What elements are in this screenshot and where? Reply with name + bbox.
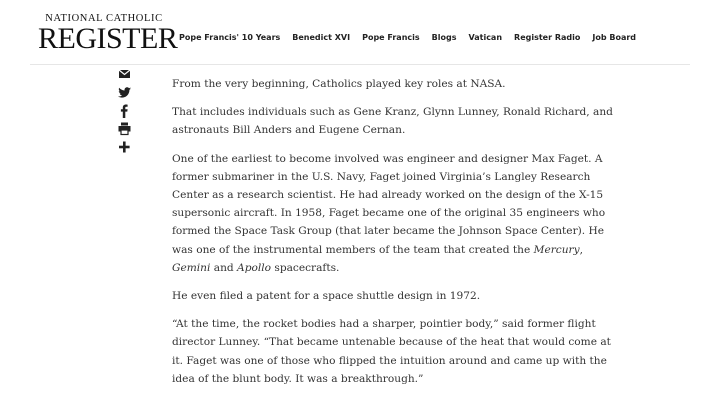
site-logo[interactable] [38, 13, 178, 55]
article-paragraph: He even filed a patent for a space shuttle design in 1972. [172, 290, 481, 303]
email-icon[interactable] [113, 66, 135, 84]
article-body [172, 75, 617, 398]
nav-item-pope-francis[interactable]: Pope Francis [362, 33, 420, 42]
twitter-icon[interactable] [113, 84, 135, 102]
print-icon[interactable] [113, 120, 135, 138]
nav-item-register-radio[interactable]: Register Radio [514, 33, 581, 42]
logo-main-text: REGISTER [38, 22, 178, 55]
plus-icon[interactable] [113, 138, 135, 156]
logo-top-text: NATIONAL CATHOLIC [45, 13, 163, 24]
main-nav [179, 33, 648, 42]
separator-text: , [579, 243, 583, 256]
paragraph-text: One of the earliest to become involved was engineer and designer Max Faget. A former submariner in the U.S. Navy, Faget joined Virginia’s Langley Research Center as a research scientist. He had already worked on the design of the X-15 supersonic aircraft. In 1958, Faget became one of the original 35 engineers who formed the Space Task Group (that later became the Johnson Space Center). He was one of the instrumental members of the team that created the [172, 152, 606, 256]
article-paragraph: From the very beginning, Catholics played key roles at NASA. [172, 78, 506, 90]
site-header [0, 0, 720, 64]
mercury-text: Mercury [533, 243, 580, 256]
and-text: and [210, 261, 238, 274]
nav-item-job-board[interactable]: Job Board [592, 33, 637, 42]
article-paragraph: “At the time, the rocket bodies had a sharper, pointier body,” said former flight director Lunney. “That became untenable because of the heat that would come at it. Faget was one of those who flipped the intuition around and came up with the idea of the blunt body. It was a breakthrough.” [172, 318, 611, 385]
article-paragraph [172, 150, 617, 277]
gemini-text: Gemini [172, 261, 211, 274]
paragraph-end-text: spacecrafts. [271, 261, 340, 274]
share-bar [113, 66, 135, 156]
facebook-icon[interactable] [113, 102, 135, 120]
nav-item-blogs[interactable]: Blogs [431, 33, 457, 42]
nav-item-vatican[interactable]: Vatican [468, 33, 503, 42]
header-divider [30, 64, 690, 65]
apollo-text: Apollo [237, 261, 272, 274]
nav-item-pope-francis-10-years[interactable]: Pope Francis' 10 Years [179, 33, 281, 42]
article-paragraph: That includes individuals such as Gene Kranz, Glynn Lunney, Ronald Richard, and astronauts Bill Anders and Eugene Cernan. [172, 106, 613, 137]
nav-item-benedict-xvi[interactable]: Benedict XVI [292, 33, 351, 42]
